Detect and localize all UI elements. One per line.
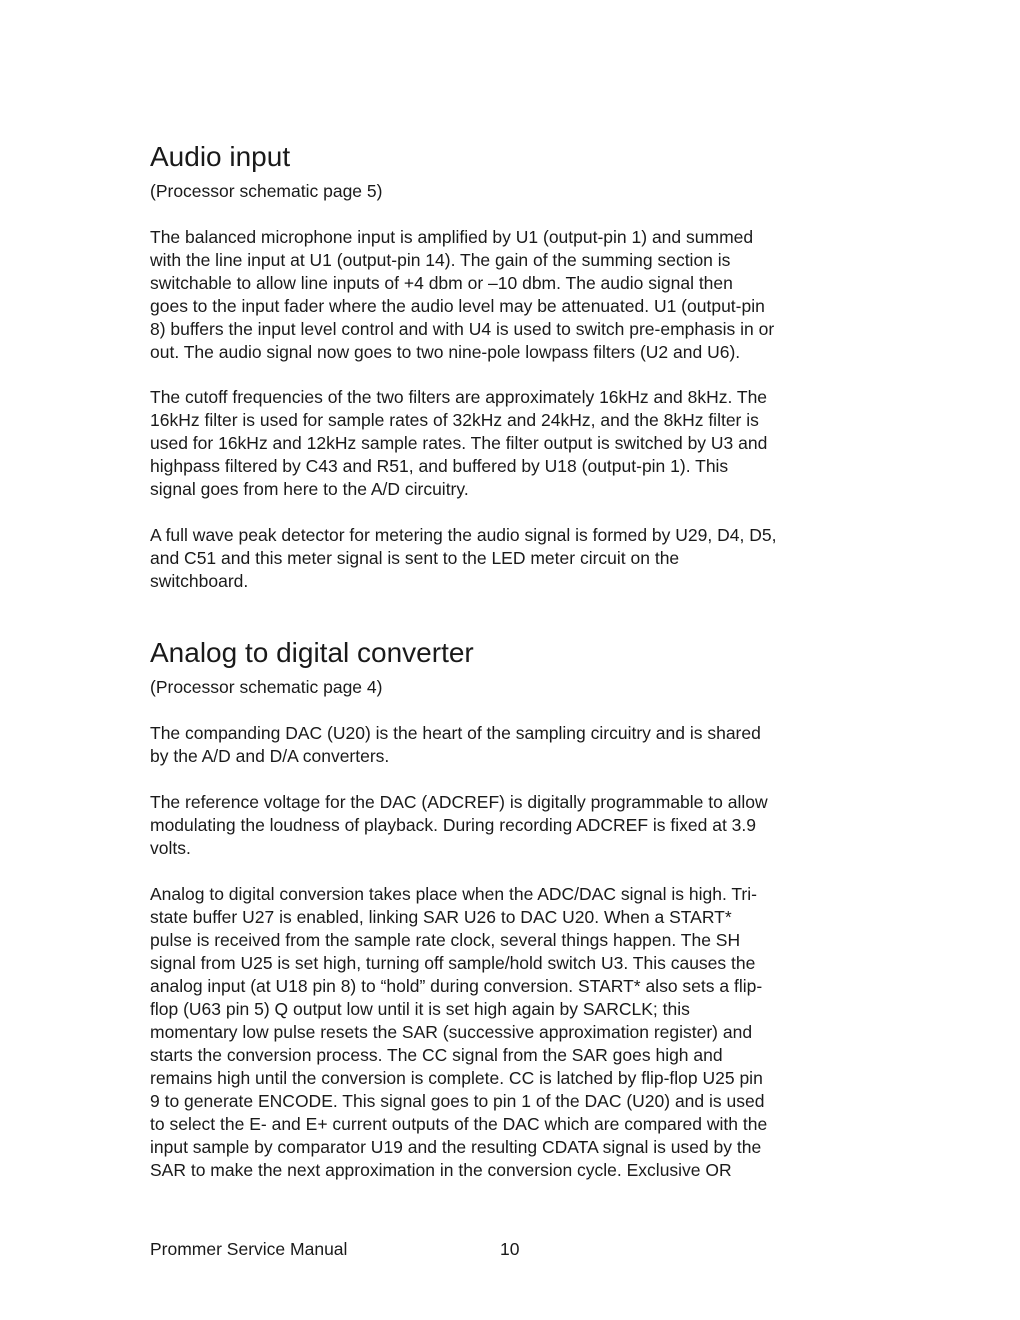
text-line: 9 to generate ENCODE. This signal goes to pin 1 of the DAC (U20) and is used [150,1091,765,1111]
text-line: Analog to digital conversion takes place when the ADC/DAC signal is high. Tri- [150,884,757,904]
text-line: The companding DAC (U20) is the heart of the sampling circuitry and is shared [150,723,761,743]
text-line: goes to the input fader where the audio level may be attenuated. U1 (output-pin [150,296,765,316]
paragraph-audio-input-2 [150,386,767,501]
text-line: A full wave peak detector for metering the audio signal is formed by U29, D4, D5, [150,525,777,545]
text-line: The cutoff frequencies of the two filters are approximately 16kHz and 8kHz. The [150,387,768,407]
text-line: momentary low pulse resets the SAR (successive approximation register) and [150,1022,753,1042]
text-line: analog input (at U18 pin 8) to “hold” during conversion. START* also sets a flip- [150,976,763,996]
section-heading-adc: Analog to digital converter [150,637,474,668]
text-line: 16kHz filter is used for sample rates of 32kHz and 24kHz, and the 8kHz filter is [150,410,759,430]
text-line: switchable to allow line inputs of +4 dbm or –10 dbm. The audio signal then [150,273,733,293]
text-line: flop (U63 pin 5) Q output low until it is set high again by SARCLK; this [150,999,690,1019]
text-line: state buffer U27 is enabled, linking SAR U26 to DAC U20. When a START* [150,907,732,927]
text-line: to select the E- and E+ current outputs of the DAC which are compared with the [150,1114,768,1134]
text-line: signal from U25 is set high, turning off sample/hold switch U3. This causes the [150,953,756,973]
paragraph-adc-2 [150,791,768,860]
text-line: by the A/D and D/A converters. [150,746,390,766]
text-line: The balanced microphone input is amplified by U1 (output-pin 1) and summed [150,227,754,247]
text-line: volts. [150,838,191,858]
text-line: with the line input at U1 (output-pin 14). The gain of the summing section is [150,250,731,270]
paragraph-audio-input-3 [150,524,776,593]
section-subtitle-audio-input: (Processor schematic page 5) [150,181,383,201]
footer-page-number: 10 [500,1239,520,1259]
text-line: out. The audio signal now goes to two nine-pole lowpass filters (U2 and U6). [150,342,741,362]
text-line: remains high until the conversion is complete. CC is latched by flip-flop U25 pin [150,1068,763,1088]
footer-title: Prommer Service Manual [150,1239,348,1259]
text-line: switchboard. [150,571,249,591]
text-line: highpass filtered by C43 and R51, and buffered by U18 (output-pin 1). This [150,456,729,476]
text-line: signal goes from here to the A/D circuitry. [150,479,469,499]
section-heading-audio-input: Audio input [150,141,291,172]
text-line: modulating the loudness of playback. During recording ADCREF is fixed at 3.9 [150,815,757,835]
text-line: starts the conversion process. The CC signal from the SAR goes high and [150,1045,723,1065]
text-line: The reference voltage for the DAC (ADCREF) is digitally programmable to allow [150,792,768,812]
text-line: SAR to make the next approximation in the conversion cycle. Exclusive OR [150,1160,732,1180]
text-line: 8) buffers the input level control and with U4 is used to switch pre-emphasis in or [150,319,775,339]
text-line: pulse is received from the sample rate clock, several things happen. The SH [150,930,741,950]
paragraph-adc-3 [150,883,767,1182]
paragraph-adc-1 [150,722,761,768]
text-line: and C51 and this meter signal is sent to the LED meter circuit on the [150,548,680,568]
text-line: used for 16kHz and 12kHz sample rates. The filter output is switched by U3 and [150,433,768,453]
section-subtitle-adc: (Processor schematic page 4) [150,677,383,697]
text-line: input sample by comparator U19 and the resulting CDATA signal is used by the [150,1137,762,1157]
paragraph-audio-input-1 [150,226,774,364]
